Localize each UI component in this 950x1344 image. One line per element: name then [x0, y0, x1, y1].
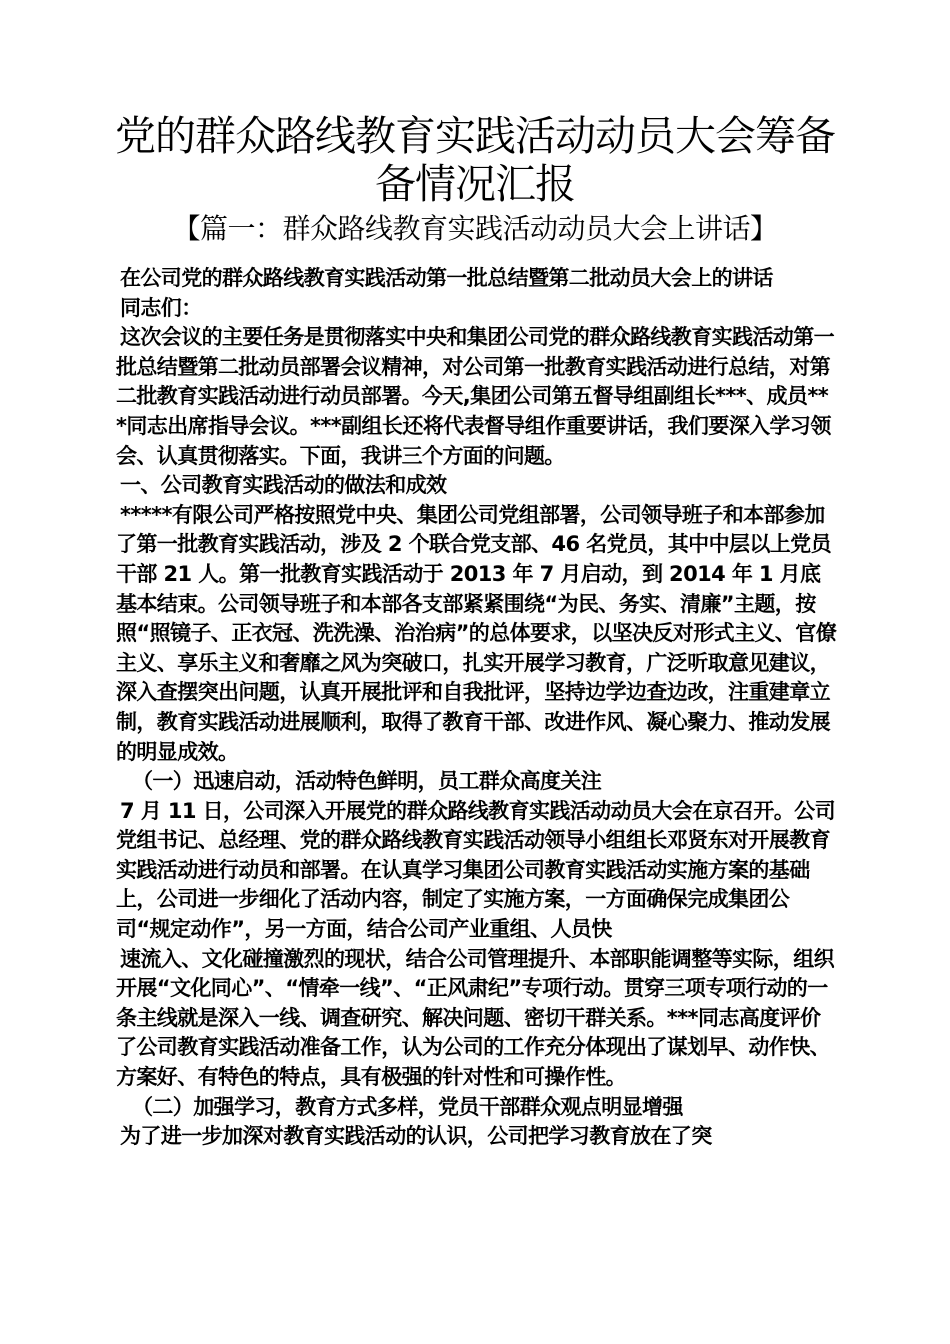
- document-subtitle: 【篇一：群众路线教育实践活动动员大会上讲话】: [172, 212, 778, 245]
- salutation: 同志们：: [120, 295, 202, 320]
- paragraph: 速流入、文化碰撞激烈的现状，结合公司管理提升、本部职能调整等实际，组织开展“文化同心”、“情牵一线”、“正风肃纪”专项行动。贯穿三项专项行动的一条主线就是深入一线、调查研究、解决问题、密切干群关系。***同志高度评价了公司教育实践活动准备工作，认为公司的工作充分体现出了谋划早、动作快、方案好、有特色的特点，具有极强的针对性和可操作性。: [116, 946, 834, 1090]
- paragraph: 这次会议的主要任务是贯彻落实中央和集团公司党的群众路线教育实践活动第一批总结暨第二批动员部署会议精神，对公司第一批教育实践活动进行总结，对第二批教育实践活动进行动员部署。今天,集团公司第五督导组副组长***、成员***同志出席指导会议。***副组长还将代表督导组作重要讲话，我们要深入学习领会、认真贯彻落实。下面，我讲三个方面的问题。: [116, 325, 834, 468]
- section-heading: 一、公司教育实践活动的做法和成效: [120, 473, 447, 498]
- speech-heading: 在公司党的群众路线教育实践活动第一批总结暨第二批动员大会上的讲话: [120, 266, 773, 290]
- document-body: [116, 264, 836, 1152]
- subsection-heading: （二）加强学习，教育方式多样，党员干部群众观点明显增强: [132, 1094, 683, 1119]
- subsection-heading: （一）迅速启动，活动特色鲜明，员工群众高度关注: [132, 769, 602, 794]
- paragraph: *****有限公司严格按照党中央、集团公司党组部署，公司领导班子和本部参加了第一批教育实践活动，涉及 2 个联合党支部、46 名党员，其中中层以上党员干部 21 人。第一批教育实践活动于 2013 年 7 月启动，到 2014 年 1 月底基本结束。公司领导班子和本部各支部紧紧围绕“为民、务实、清廉”主题，按照“照镜子、正衣冠、洗洗澡、治治病”的总体要求，以坚决反对形式主义、官僚主义、享乐主义和奢靡之风为突破口，扎实开展学习教育，广泛听取意见建议，深入查摆突出问题，认真开展批评和自我批评，坚持边学边查边改，注重建章立制，教育实践活动进展顺利，取得了教育干部、改进作风、凝心聚力、推动发展的明显成效。: [116, 502, 837, 764]
- paragraph: 为了进一步加深对教育实践活动的认识，公司把学习教育放在了突: [120, 1124, 712, 1149]
- paragraph: 7 月 11 日，公司深入开展党的群众路线教育实践活动动员大会在京召开。公司党组书记、总经理、党的群众路线教育实践活动领导小组组长邓贤东对开展教育实践活动进行动员和部署。在认真学习集团公司教育实践活动实施方案的基础上，公司进一步细化了活动内容，制定了实施方案，一方面确保完成集团公司“规定动作”，另一方面，结合公司产业重组、人员快: [116, 798, 835, 942]
- document-title: 党的群众路线教育实践活动动员大会筹备备情况汇报: [115, 112, 835, 208]
